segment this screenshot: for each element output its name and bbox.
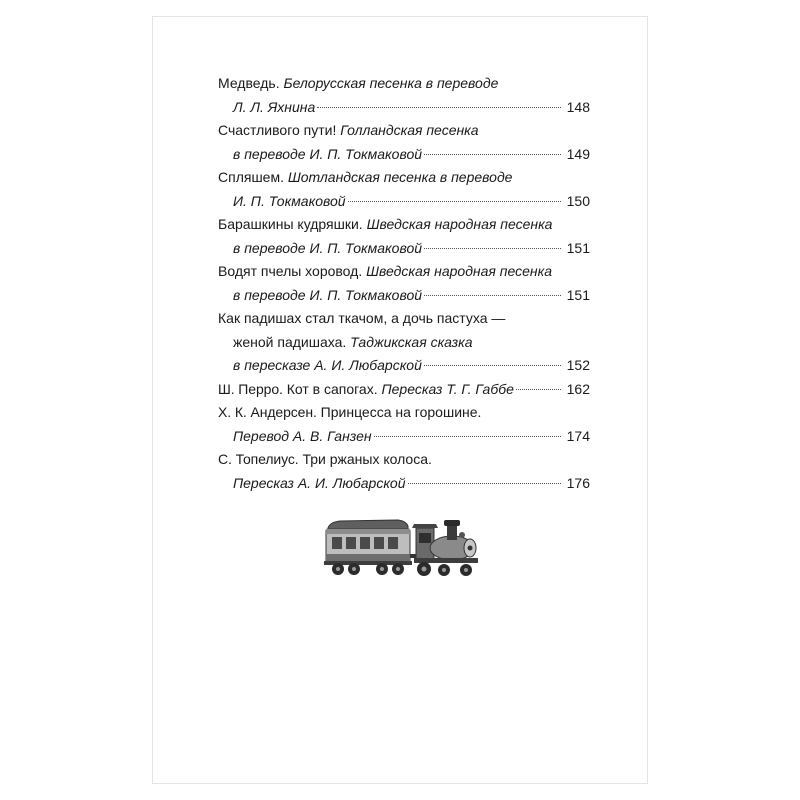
toc-entry-line [218, 307, 590, 331]
toc-entry-line [218, 213, 590, 237]
toc-page-number: 162 [566, 380, 590, 397]
toc-entry-line [218, 119, 590, 143]
toc-subtitle: Голландская песенка [340, 122, 479, 138]
toc-page-number: 149 [566, 145, 590, 162]
toc-entry-line [218, 378, 590, 402]
toc-entry-line [218, 260, 590, 284]
toc-subtitle: в переводе И. П. Токмаковой [233, 145, 423, 162]
leader-dots [424, 364, 561, 366]
toy-train-icon [320, 514, 482, 580]
toc-title: Счастливого пути! [218, 122, 337, 138]
toc-subtitle: Таджикская сказка [350, 333, 473, 350]
toc-page-number: 174 [566, 427, 590, 444]
toc-subtitle: Пересказ А. И. Любарской [233, 474, 406, 491]
toc-entry-line [218, 190, 590, 214]
locomotive [412, 520, 478, 563]
toc-entry-line [218, 425, 590, 449]
toc-entry-line [218, 354, 590, 378]
toc-page-number: 176 [566, 474, 590, 491]
toc-subtitle: Белорусская песенка в переводе [283, 75, 499, 91]
toc-entry-line [218, 143, 590, 167]
toc-entry-line [218, 96, 590, 120]
toc-page-number: 151 [566, 239, 590, 256]
toc-entry-line [218, 72, 590, 96]
leader-dots [424, 153, 561, 155]
toc-subtitle: Пересказ Т. Г. Габбе [381, 380, 514, 397]
toc-entry-line [218, 284, 590, 308]
toc-subtitle: в переводе И. П. Токмаковой [233, 286, 423, 303]
toc-subtitle: Л. Л. Яхнина [233, 98, 316, 115]
toc-subtitle: И. П. Токмаковой [233, 192, 346, 209]
leader-dots [317, 106, 561, 108]
toc-title: Водят пчелы хоровод. [218, 263, 363, 279]
toc-title: Три ржаных колоса. [302, 451, 432, 467]
toc-title: Принцесса на горошине. [320, 404, 482, 420]
leader-dots [374, 435, 561, 437]
toc-title: Кот в сапогах. [286, 380, 378, 397]
toc-subtitle: в переводе И. П. Токмаковой [233, 239, 423, 256]
toc-entry-line [218, 331, 590, 355]
toc-page-number: 148 [566, 98, 590, 115]
leader-dots [516, 388, 561, 390]
toc-author: С. Топелиус. [218, 451, 299, 467]
toc-subtitle: Шведская народная песенка [366, 216, 553, 232]
toc-entry-line [218, 448, 590, 472]
toc-page-number: 151 [566, 286, 590, 303]
toc-entry-line [218, 237, 590, 261]
toc-entry-line [218, 401, 590, 425]
toc-page-number: 152 [566, 357, 590, 373]
leader-dots [424, 247, 561, 249]
leader-dots [348, 200, 561, 202]
toc-page-number: 150 [566, 192, 590, 209]
leader-dots [408, 482, 562, 484]
toc-entry-line [218, 472, 590, 496]
toc-author: Х. К. Андерсен. [218, 404, 317, 420]
toc-subtitle: в пересказе А. И. Любарской [233, 357, 422, 373]
toc-title: Спляшем. [218, 169, 284, 185]
toc-title: Как падишах стал ткачом, а дочь пастуха — [218, 310, 506, 326]
train-car [324, 520, 412, 565]
toc-subtitle: Шотландская песенка в переводе [287, 169, 513, 185]
toc-subtitle: Шведская народная песенка [366, 263, 553, 279]
toc-subtitle: Перевод А. В. Ганзен [233, 427, 372, 444]
toc-author: Ш. Перро. [218, 380, 283, 397]
toc-title: Медведь. [218, 75, 280, 91]
toc-title: Барашкины кудряшки. [218, 216, 363, 232]
table-of-contents [218, 72, 590, 495]
toc-title: женой падишаха. [233, 333, 347, 350]
leader-dots [424, 294, 561, 296]
toc-entry-line [218, 166, 590, 190]
